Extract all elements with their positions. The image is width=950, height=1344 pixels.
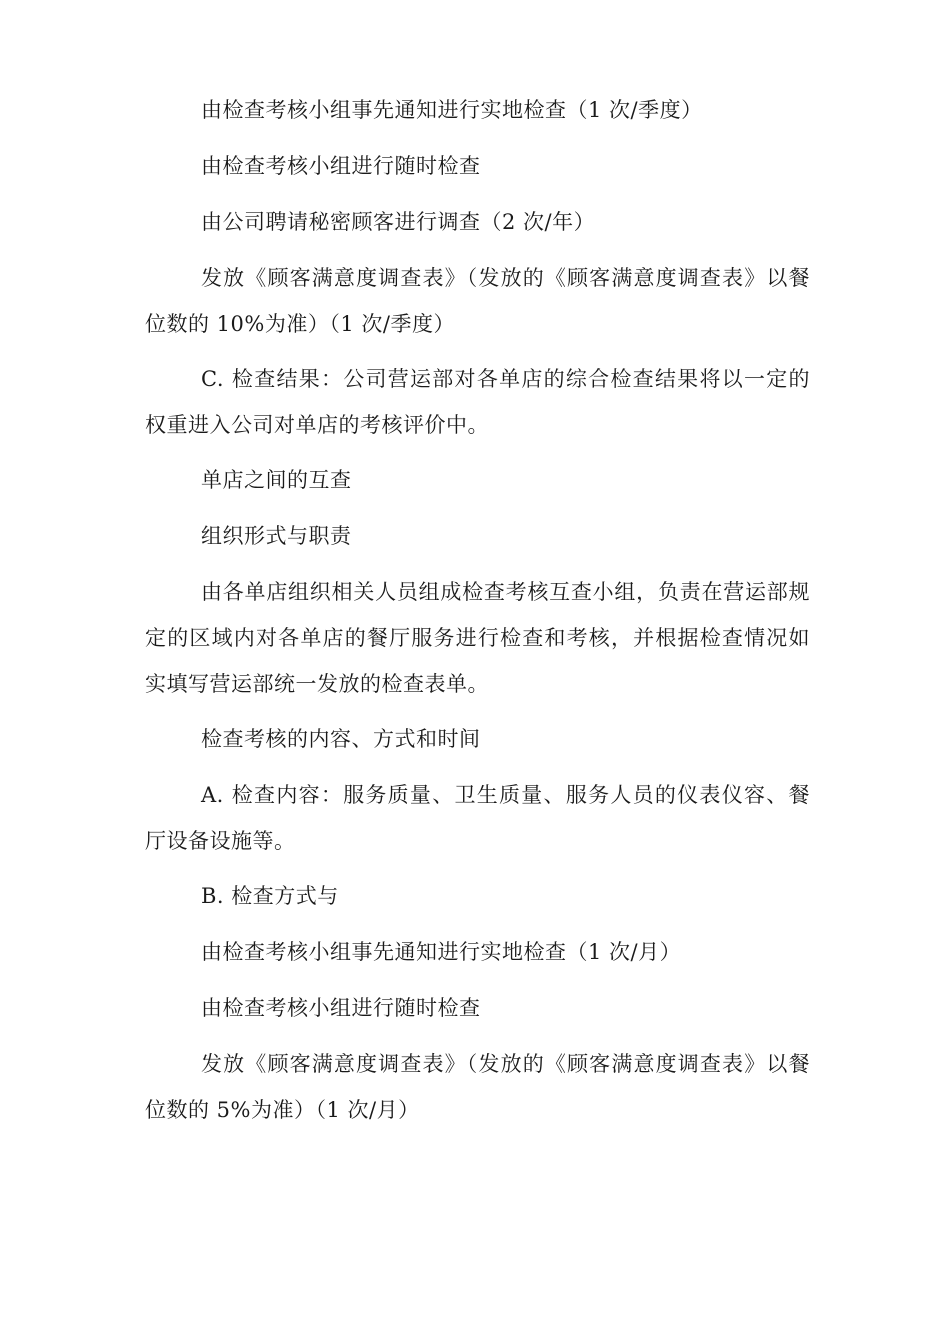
paragraph-11: B. 检查方式与 [201,884,339,908]
paragraph-1: 由检查考核小组事先通知进行实地检查（1 次/季度） [201,98,703,122]
paragraph-6: 单店之间的互查 [201,468,352,492]
paragraph-2: 由检查考核小组进行随时检查 [201,154,481,178]
paragraph-13: 由检查考核小组进行随时检查 [201,996,481,1020]
paragraph-12: 由检查考核小组事先通知进行实地检查（1 次/月） [201,940,682,964]
paragraph-3: 由公司聘请秘密顾客进行调查（2 次/年） [201,210,596,234]
paragraph-5: C. 检查结果：公司营运部对各单店的综合检查结果将以一定的权重进入公司对单店的考核评价中。 [145,367,810,437]
paragraph-7: 组织形式与职责 [201,524,352,548]
paragraph-9: 检查考核的内容、方式和时间 [201,727,481,751]
paragraph-4: 发放《顾客满意度调查表》（发放的《顾客满意度调查表》以餐位数的 10%为准）（1 次/季度） [145,266,810,336]
paragraph-10: A. 检查内容：服务质量、卫生质量、服务人员的仪表仪容、餐厅设备设施等。 [145,783,810,853]
paragraph-14: 发放《顾客满意度调查表》（发放的《顾客满意度调查表》以餐位数的 5%为准）（1 次/月） [145,1052,810,1122]
paragraph-8: 由各单店组织相关人员组成检查考核互查小组，负责在营运部规定的区域内对各单店的餐厅服务进行检查和考核，并根据检查情况如实填写营运部统一发放的检查表单。 [145,580,810,696]
